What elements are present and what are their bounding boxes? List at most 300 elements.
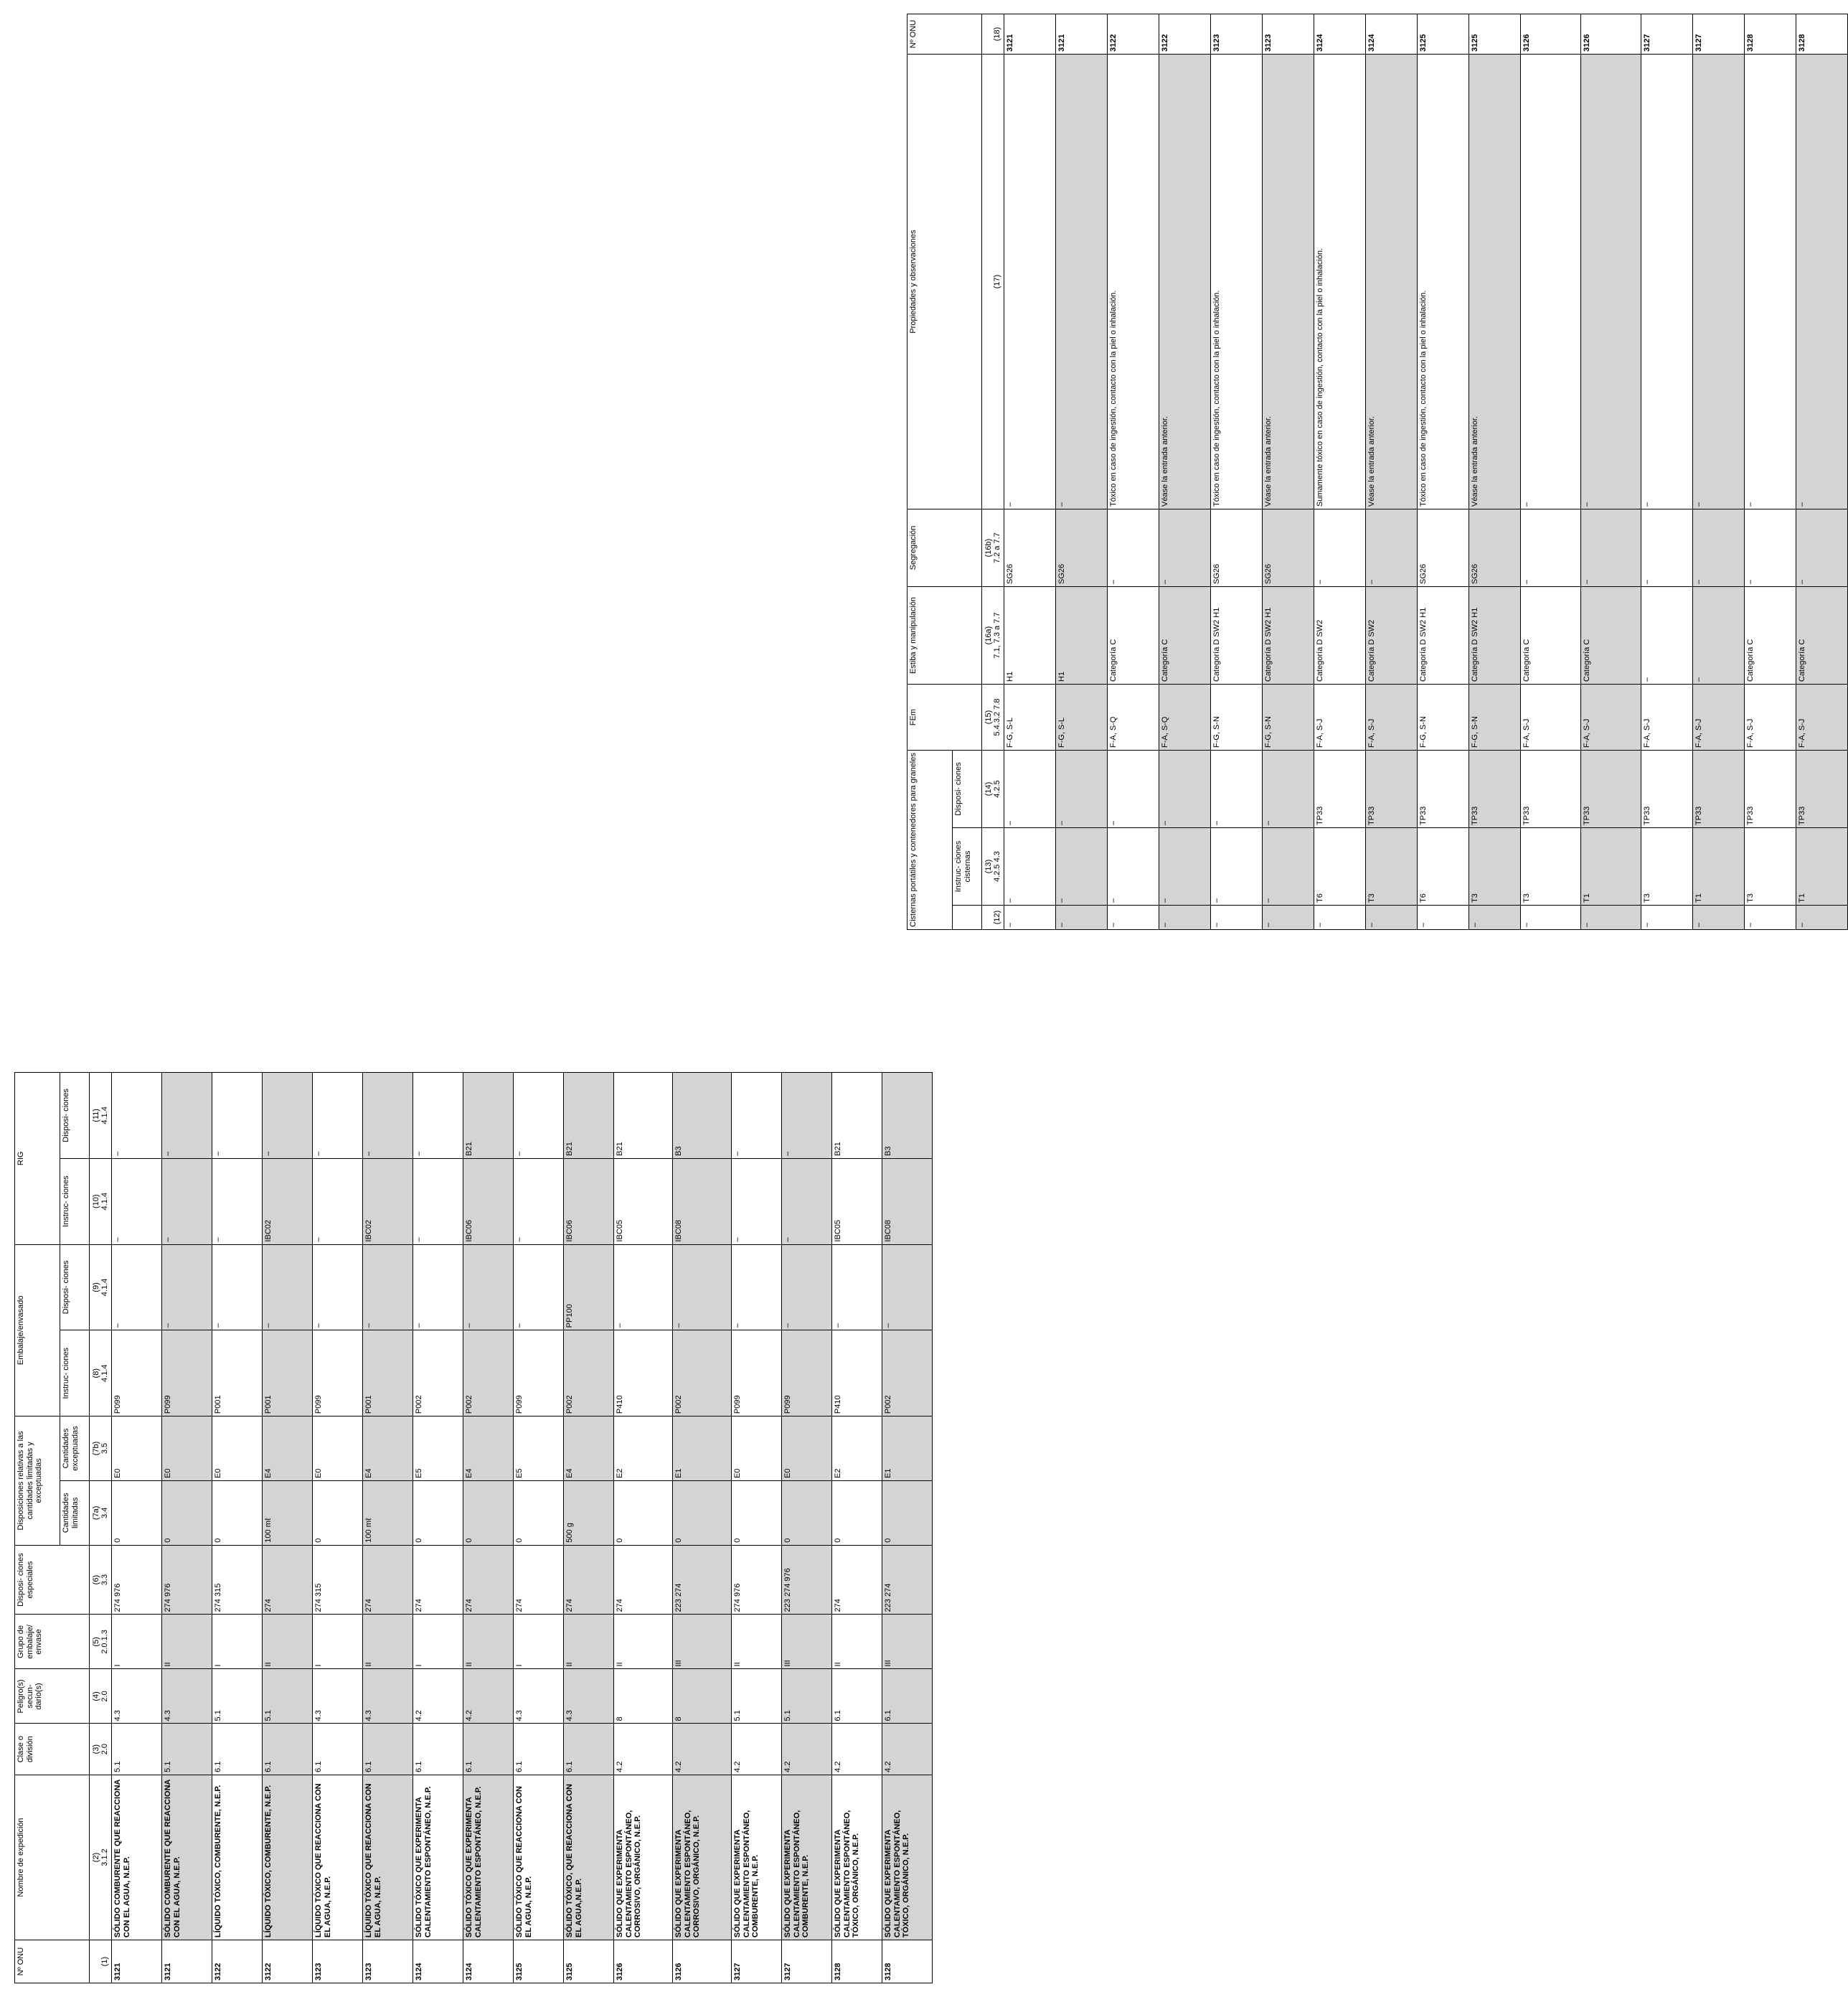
- class-cell: 6.1: [313, 1724, 363, 1775]
- excepted-qty-cell: E0: [162, 1417, 212, 1481]
- excepted-qty-cell: E5: [413, 1417, 463, 1481]
- excepted-qty-cell: E5: [514, 1417, 564, 1481]
- table-row: [564, 1073, 614, 1983]
- un-number-cell: 3122: [1108, 14, 1159, 55]
- limited-qty-cell: 0: [614, 1480, 673, 1545]
- limited-qty-cell: 0: [832, 1480, 882, 1545]
- table-row: [832, 1073, 882, 1983]
- column-reference: 5.4.3.2 7.8: [993, 698, 1002, 736]
- column-number: [90, 1615, 112, 1669]
- ems-cell: F-G, S-N: [1469, 685, 1521, 751]
- un-number-cell: 3121: [1004, 14, 1056, 55]
- table-row: [112, 1073, 162, 1983]
- packing-instruction-cell: P002: [564, 1330, 614, 1417]
- un-number-cell: 3128: [882, 1940, 933, 1983]
- excepted-qty-cell: E4: [363, 1417, 413, 1481]
- segregation-cell: SG26: [1263, 509, 1314, 587]
- properties-cell: Véase la entrada anterior.: [1366, 55, 1418, 509]
- un-number-cell: 3128: [832, 1940, 882, 1983]
- limited-qty-cell: 0: [882, 1480, 933, 1545]
- column-number: [982, 751, 1004, 828]
- packing-group-cell: I: [313, 1615, 363, 1669]
- subsidiary-hazard-cell: 8: [614, 1669, 673, 1724]
- column-reference: 3.1.2: [100, 1848, 110, 1866]
- table-row: [413, 1073, 463, 1983]
- ibc-provision-cell: –: [782, 1073, 832, 1159]
- column-number: [982, 906, 1004, 930]
- shipping-name-cell: LÍQUIDO TÓXICO QUE REACCIONA CON EL AGUA, N.E.P.: [313, 1775, 363, 1940]
- header-class: Clase o división: [15, 1724, 90, 1775]
- table-row: [1004, 14, 1056, 930]
- un-number-cell: 3126: [673, 1940, 732, 1983]
- packing-provision-cell: –: [782, 1244, 832, 1330]
- limited-qty-cell: 0: [463, 1480, 514, 1545]
- class-cell: 6.1: [212, 1724, 263, 1775]
- excepted-qty-cell: E4: [263, 1417, 313, 1481]
- column-number-label: (9): [91, 1282, 100, 1292]
- column-number: [90, 1158, 112, 1244]
- packing-provision-cell: –: [514, 1244, 564, 1330]
- ibc-instruction-cell: IBC05: [614, 1158, 673, 1244]
- stowage-cell: Categoría D SW2: [1366, 587, 1418, 685]
- column-number: [982, 14, 1004, 55]
- column-number-label: (13): [984, 859, 993, 874]
- column-number-label: (3): [91, 1744, 100, 1754]
- ems-cell: F-A, S-J: [1314, 685, 1366, 751]
- header-tank-instructions: Instruc- ciones cisternas: [953, 828, 982, 906]
- un-number-cell: 3125: [514, 1940, 564, 1983]
- col12-cell: –: [1693, 906, 1745, 930]
- class-cell: 5.1: [112, 1724, 162, 1775]
- ibc-instruction-cell: IBC02: [363, 1158, 413, 1244]
- ibc-instruction-cell: –: [514, 1158, 564, 1244]
- un-number-cell: 3123: [1211, 14, 1263, 55]
- ibc-provision-cell: –: [514, 1073, 564, 1159]
- tank-provision-cell: TP33: [1314, 751, 1366, 828]
- un-number-cell: 3125: [1469, 14, 1521, 55]
- tank-provision-cell: TP33: [1366, 751, 1418, 828]
- stowage-cell: Categoría D SW2 H1: [1418, 587, 1469, 685]
- tank-instruction-cell: T3: [1745, 828, 1796, 906]
- ibc-provision-cell: B21: [463, 1073, 514, 1159]
- class-cell: 4.2: [673, 1724, 732, 1775]
- segregation-cell: SG26: [1056, 509, 1108, 587]
- table-row: [1581, 14, 1641, 930]
- class-cell: 5.1: [162, 1724, 212, 1775]
- column-number: [90, 1330, 112, 1417]
- un-number-cell: 3121: [162, 1940, 212, 1983]
- class-cell: 4.2: [782, 1724, 832, 1775]
- ems-cell: F-A, S-J: [1366, 685, 1418, 751]
- special-provisions-cell: 274 976: [732, 1545, 782, 1615]
- un-number-cell: 3121: [1056, 14, 1108, 55]
- special-provisions-cell: 274: [363, 1545, 413, 1615]
- header-limited-qty: Cantidades limitadas: [60, 1480, 90, 1545]
- tank-instruction-cell: T1: [1796, 828, 1848, 906]
- packing-instruction-cell: P099: [313, 1330, 363, 1417]
- ibc-instruction-cell: IBC02: [263, 1158, 313, 1244]
- properties-cell: –: [1796, 55, 1848, 509]
- packing-provision-cell: –: [212, 1244, 263, 1330]
- table-row: [1366, 14, 1418, 930]
- excepted-qty-cell: E4: [463, 1417, 514, 1481]
- table-row: [313, 1073, 363, 1983]
- stowage-cell: Categoría C: [1581, 587, 1641, 685]
- tank-instruction-cell: –: [1108, 828, 1159, 906]
- header-ibc-provisions: Disposi- ciones: [60, 1073, 90, 1159]
- shipping-name-cell: SÓLIDO TÓXICO, QUE REACCIONA CON EL AGUA,N.E.P.: [564, 1775, 614, 1940]
- column-number-label: (7a): [91, 1505, 100, 1521]
- header-packing-provisions: Disposi- ciones: [60, 1244, 90, 1330]
- col12-cell: –: [1418, 906, 1469, 930]
- dangerous-goods-list-left-part: [14, 1072, 911, 1983]
- un-number-cell: 3122: [212, 1940, 263, 1983]
- column-number-label: (16b): [984, 538, 993, 558]
- tank-provision-cell: TP33: [1521, 751, 1581, 828]
- shipping-name-cell: LÍQUIDO TÓXICO QUE REACCIONA CON EL AGUA, N.E.P.: [363, 1775, 413, 1940]
- column-number-label: (10): [91, 1194, 100, 1208]
- properties-cell: Véase la entrada anterior.: [1263, 55, 1314, 509]
- special-provisions-cell: 274 315: [313, 1545, 363, 1615]
- dangerous-goods-list-right-part: [907, 14, 1806, 930]
- excepted-qty-cell: E0: [112, 1417, 162, 1481]
- subsidiary-hazard-cell: 5.1: [782, 1669, 832, 1724]
- column-number: [90, 1775, 112, 1940]
- packing-instruction-cell: P002: [882, 1330, 933, 1417]
- tank-instruction-cell: T3: [1469, 828, 1521, 906]
- segregation-cell: –: [1108, 509, 1159, 587]
- excepted-qty-cell: E2: [614, 1417, 673, 1481]
- properties-cell: –: [1641, 55, 1693, 509]
- segregation-cell: –: [1521, 509, 1581, 587]
- un-number-cell: 3127: [1693, 14, 1745, 55]
- table-row: [212, 1073, 263, 1983]
- properties-cell: –: [1056, 55, 1108, 509]
- stowage-cell: Categoría C: [1745, 587, 1796, 685]
- ibc-instruction-cell: IBC08: [882, 1158, 933, 1244]
- column-number-label: (17): [993, 274, 1002, 289]
- un-number-cell: 3123: [1263, 14, 1314, 55]
- packing-instruction-cell: P099: [514, 1330, 564, 1417]
- header-subsidiary-hazard: Peligro(s) secun- dario(s): [15, 1669, 90, 1724]
- ems-cell: F-A, S-J: [1581, 685, 1641, 751]
- packing-group-cell: II: [832, 1615, 882, 1669]
- column-reference: 7.1, 7.3 a 7.7: [993, 612, 1002, 659]
- col12-cell: –: [1159, 906, 1211, 930]
- column-reference: 3.3: [100, 1574, 110, 1586]
- excepted-qty-cell: E1: [673, 1417, 732, 1481]
- table-row: [162, 1073, 212, 1983]
- ibc-provision-cell: –: [112, 1073, 162, 1159]
- ibc-instruction-cell: –: [732, 1158, 782, 1244]
- col12-cell: –: [1745, 906, 1796, 930]
- special-provisions-cell: 274 315: [212, 1545, 263, 1615]
- column-number: [90, 1417, 112, 1481]
- subsidiary-hazard-cell: 6.1: [832, 1669, 882, 1724]
- ems-cell: F-G, S-N: [1418, 685, 1469, 751]
- special-provisions-cell: 223 274: [673, 1545, 732, 1615]
- packing-instruction-cell: P002: [463, 1330, 514, 1417]
- header-ibc: RIG: [15, 1073, 60, 1245]
- subsidiary-hazard-cell: 4.3: [112, 1669, 162, 1724]
- segregation-cell: –: [1366, 509, 1418, 587]
- col12-cell: –: [1004, 906, 1056, 930]
- class-cell: 4.2: [882, 1724, 933, 1775]
- packing-provision-cell: –: [413, 1244, 463, 1330]
- packing-group-cell: II: [463, 1615, 514, 1669]
- class-cell: 4.2: [732, 1724, 782, 1775]
- stowage-cell: Categoría C: [1521, 587, 1581, 685]
- ibc-provision-cell: –: [212, 1073, 263, 1159]
- packing-instruction-cell: P410: [832, 1330, 882, 1417]
- limited-qty-cell: 0: [782, 1480, 832, 1545]
- tank-instruction-cell: –: [1159, 828, 1211, 906]
- table-row: [782, 1073, 832, 1983]
- table-row: [1469, 14, 1521, 930]
- subsidiary-hazard-cell: 6.1: [882, 1669, 933, 1724]
- tank-instruction-cell: T6: [1314, 828, 1366, 906]
- un-number-cell: 3124: [1366, 14, 1418, 55]
- packing-provision-cell: –: [832, 1244, 882, 1330]
- packing-group-cell: III: [882, 1615, 933, 1669]
- shipping-name-cell: SÓLIDO QUE EXPERIMENTA CALENTAMIENTO ESPONTÁNEO, TÓXICO, ORGÁNICO, N.E.P.: [882, 1775, 933, 1940]
- header-excepted-qty: Cantidades exceptuadas: [60, 1417, 90, 1481]
- packing-instruction-cell: P099: [732, 1330, 782, 1417]
- special-provisions-cell: 274 976: [162, 1545, 212, 1615]
- ibc-instruction-cell: –: [212, 1158, 263, 1244]
- segregation-cell: –: [1796, 509, 1848, 587]
- header-packaging: Embalaje/envasado: [15, 1244, 60, 1417]
- subsidiary-hazard-cell: 5.1: [212, 1669, 263, 1724]
- ibc-provision-cell: –: [413, 1073, 463, 1159]
- column-reference: 7.2 a 7.7: [993, 532, 1002, 563]
- tank-provision-cell: TP33: [1581, 751, 1641, 828]
- tank-provision-cell: TP33: [1693, 751, 1745, 828]
- properties-cell: Sumamente tóxico en caso de ingestión, contacto con la piel o inhalación.: [1314, 55, 1366, 509]
- stowage-cell: –: [1693, 587, 1745, 685]
- un-number-cell: 3127: [1641, 14, 1693, 55]
- header-properties: Propiedades y observaciones: [908, 55, 982, 509]
- shipping-name-cell: LÍQUIDO TÓXICO, COMBURENTE, N.E.P.: [212, 1775, 263, 1940]
- tank-provision-cell: TP33: [1796, 751, 1848, 828]
- column-number-label: (16a): [984, 626, 993, 645]
- packing-group-cell: II: [363, 1615, 413, 1669]
- excepted-qty-cell: E0: [732, 1417, 782, 1481]
- column-reference: 4.2.5 4.3: [993, 851, 1002, 882]
- segregation-cell: SG26: [1418, 509, 1469, 587]
- packing-instruction-cell: P099: [162, 1330, 212, 1417]
- tank-instruction-cell: –: [1004, 828, 1056, 906]
- header-shipping-name: Nombre de expedición: [15, 1775, 90, 1940]
- shipping-name-cell: SÓLIDO TÓXICO QUE EXPERIMENTA CALENTAMIENTO ESPONTÁNEO, N.E.P.: [413, 1775, 463, 1940]
- special-provisions-cell: 274: [413, 1545, 463, 1615]
- column-reference: 3.5: [100, 1442, 110, 1455]
- subsidiary-hazard-cell: 4.3: [162, 1669, 212, 1724]
- ibc-provision-cell: B21: [832, 1073, 882, 1159]
- un-number-cell: 3128: [1796, 14, 1848, 55]
- packing-provision-cell: –: [313, 1244, 363, 1330]
- ems-cell: F-A, S-Q: [1108, 685, 1159, 751]
- stowage-cell: Categoría C: [1159, 587, 1211, 685]
- table-row: [1796, 14, 1848, 930]
- table-row: [1108, 14, 1159, 930]
- segregation-cell: SG26: [1004, 509, 1056, 587]
- column-reference: 4.1.4: [100, 1278, 110, 1297]
- table-row: [1211, 14, 1263, 930]
- header-limited-excepted: Disposiciones relativas a las cantidades limitadas y exceptuadas: [15, 1417, 60, 1546]
- ems-cell: F-A, S-J: [1745, 685, 1796, 751]
- column-number: [90, 1480, 112, 1545]
- un-number-cell: 3127: [732, 1940, 782, 1983]
- tank-provision-cell: TP33: [1469, 751, 1521, 828]
- special-provisions-cell: 274 976: [112, 1545, 162, 1615]
- column-number: [982, 509, 1004, 587]
- ems-cell: F-G, S-L: [1056, 685, 1108, 751]
- special-provisions-cell: 274: [463, 1545, 514, 1615]
- col12-cell: –: [1108, 906, 1159, 930]
- header-packing-instructions: Instruc- ciones: [60, 1330, 90, 1417]
- segregation-cell: –: [1159, 509, 1211, 587]
- packing-group-cell: II: [614, 1615, 673, 1669]
- limited-qty-cell: 0: [732, 1480, 782, 1545]
- ems-cell: F-G, S-N: [1263, 685, 1314, 751]
- table-row: [463, 1073, 514, 1983]
- table-row: [1056, 14, 1108, 930]
- shipping-name-cell: SÓLIDO QUE EXPERIMENTA CALENTAMIENTO ESPONTÁNEO, TÓXICO, ORGÁNICO, N.E.P.: [832, 1775, 882, 1940]
- tank-instruction-cell: T3: [1641, 828, 1693, 906]
- packing-provision-cell: –: [463, 1244, 514, 1330]
- ems-cell: F-A, S-J: [1641, 685, 1693, 751]
- ibc-provision-cell: –: [732, 1073, 782, 1159]
- tank-provision-cell: TP33: [1641, 751, 1693, 828]
- limited-qty-cell: 500 g: [564, 1480, 614, 1545]
- properties-cell: –: [1004, 55, 1056, 509]
- special-provisions-cell: 274: [832, 1545, 882, 1615]
- un-number-cell: 3121: [112, 1940, 162, 1983]
- class-cell: 6.1: [463, 1724, 514, 1775]
- column-number-label: (2): [91, 1852, 100, 1863]
- excepted-qty-cell: E2: [832, 1417, 882, 1481]
- segregation-cell: –: [1745, 509, 1796, 587]
- column-number: [90, 1545, 112, 1615]
- stowage-cell: Categoría D SW2 H1: [1469, 587, 1521, 685]
- class-cell: 6.1: [363, 1724, 413, 1775]
- properties-cell: –: [1521, 55, 1581, 509]
- properties-cell: Tóxico en caso de ingestión, contacto con la piel o inhalación.: [1418, 55, 1469, 509]
- header-col12-blank: [953, 906, 982, 930]
- un-number-cell: 3127: [782, 1940, 832, 1983]
- table-row: [1521, 14, 1581, 930]
- ibc-provision-cell: –: [313, 1073, 363, 1159]
- column-number-label: (1): [100, 1956, 110, 1967]
- limited-qty-cell: 100 mℓ: [263, 1480, 313, 1545]
- column-number: [982, 587, 1004, 685]
- packing-provision-cell: –: [673, 1244, 732, 1330]
- column-reference: 3.4: [100, 1507, 110, 1518]
- tank-provision-cell: –: [1211, 751, 1263, 828]
- col12-cell: –: [1641, 906, 1693, 930]
- special-provisions-cell: 223 274 976: [782, 1545, 832, 1615]
- excepted-qty-cell: E0: [313, 1417, 363, 1481]
- properties-cell: Véase la entrada anterior.: [1469, 55, 1521, 509]
- limited-qty-cell: 0: [212, 1480, 263, 1545]
- subsidiary-hazard-cell: 4.2: [413, 1669, 463, 1724]
- ibc-provision-cell: –: [162, 1073, 212, 1159]
- properties-cell: Véase la entrada anterior.: [1159, 55, 1211, 509]
- column-reference: 4.1.4: [100, 1107, 110, 1124]
- packing-provision-cell: PP100: [564, 1244, 614, 1330]
- shipping-name-cell: SÓLIDO QUE EXPERIMENTA CALENTAMIENTO ESPONTÁNEO, CORROSIVO, ORGÁNICO, N.E.P.: [614, 1775, 673, 1940]
- excepted-qty-cell: E1: [882, 1417, 933, 1481]
- class-cell: 4.2: [614, 1724, 673, 1775]
- packing-instruction-cell: P001: [363, 1330, 413, 1417]
- col12-cell: –: [1469, 906, 1521, 930]
- table-row: [1159, 14, 1211, 930]
- header-un-no: Nº ONU: [15, 1940, 90, 1983]
- segregation-cell: SG26: [1211, 509, 1263, 587]
- shipping-name-cell: LÍQUIDO TÓXICO, COMBURENTE, N.E.P.: [263, 1775, 313, 1940]
- properties-cell: –: [1745, 55, 1796, 509]
- packing-group-cell: I: [514, 1615, 564, 1669]
- packing-provision-cell: –: [882, 1244, 933, 1330]
- column-number: [982, 685, 1004, 751]
- ibc-provision-cell: B21: [564, 1073, 614, 1159]
- col12-cell: –: [1056, 906, 1108, 930]
- col12-cell: –: [1314, 906, 1366, 930]
- packing-provision-cell: –: [363, 1244, 413, 1330]
- column-number: [90, 1669, 112, 1724]
- shipping-name-cell: SÓLIDO COMBURENTE QUE REACCIONA CON EL AGUA, N.E.P.: [112, 1775, 162, 1940]
- table-row: [1263, 14, 1314, 930]
- right-table: [907, 14, 1848, 930]
- packing-provision-cell: –: [162, 1244, 212, 1330]
- ibc-instruction-cell: IBC06: [564, 1158, 614, 1244]
- tank-instruction-cell: –: [1263, 828, 1314, 906]
- stowage-cell: Categoría C: [1796, 587, 1848, 685]
- special-provisions-cell: 274: [614, 1545, 673, 1615]
- packing-group-cell: II: [564, 1615, 614, 1669]
- tank-provision-cell: –: [1263, 751, 1314, 828]
- ibc-instruction-cell: –: [112, 1158, 162, 1244]
- table-row: [1693, 14, 1745, 930]
- ibc-instruction-cell: –: [313, 1158, 363, 1244]
- tank-provision-cell: TP33: [1745, 751, 1796, 828]
- header-packing-group: Grupo de embalaje/ envase: [15, 1615, 90, 1669]
- shipping-name-cell: SÓLIDO TÓXICO QUE REACCIONA CON EL AGUA, N.E.P.: [514, 1775, 564, 1940]
- column-number-label: (6): [91, 1574, 100, 1585]
- ems-cell: F-A, S-J: [1796, 685, 1848, 751]
- table-row: [1314, 14, 1366, 930]
- subsidiary-hazard-cell: 5.1: [263, 1669, 313, 1724]
- col12-cell: –: [1521, 906, 1581, 930]
- table-row: [1418, 14, 1469, 930]
- special-provisions-cell: 223 274: [882, 1545, 933, 1615]
- un-number-cell: 3124: [1314, 14, 1366, 55]
- column-number: [982, 55, 1004, 509]
- ibc-instruction-cell: IBC05: [832, 1158, 882, 1244]
- ibc-provision-cell: –: [363, 1073, 413, 1159]
- packing-group-cell: II: [732, 1615, 782, 1669]
- properties-cell: –: [1693, 55, 1745, 509]
- table-row: [614, 1073, 673, 1983]
- properties-cell: Tóxico en caso de ingestión, contacto con la piel o inhalación.: [1108, 55, 1159, 509]
- table-row: [673, 1073, 732, 1983]
- packing-group-cell: III: [782, 1615, 832, 1669]
- ibc-instruction-cell: –: [162, 1158, 212, 1244]
- class-cell: 6.1: [514, 1724, 564, 1775]
- ems-cell: F-A, S-Q: [1159, 685, 1211, 751]
- packing-instruction-cell: P002: [673, 1330, 732, 1417]
